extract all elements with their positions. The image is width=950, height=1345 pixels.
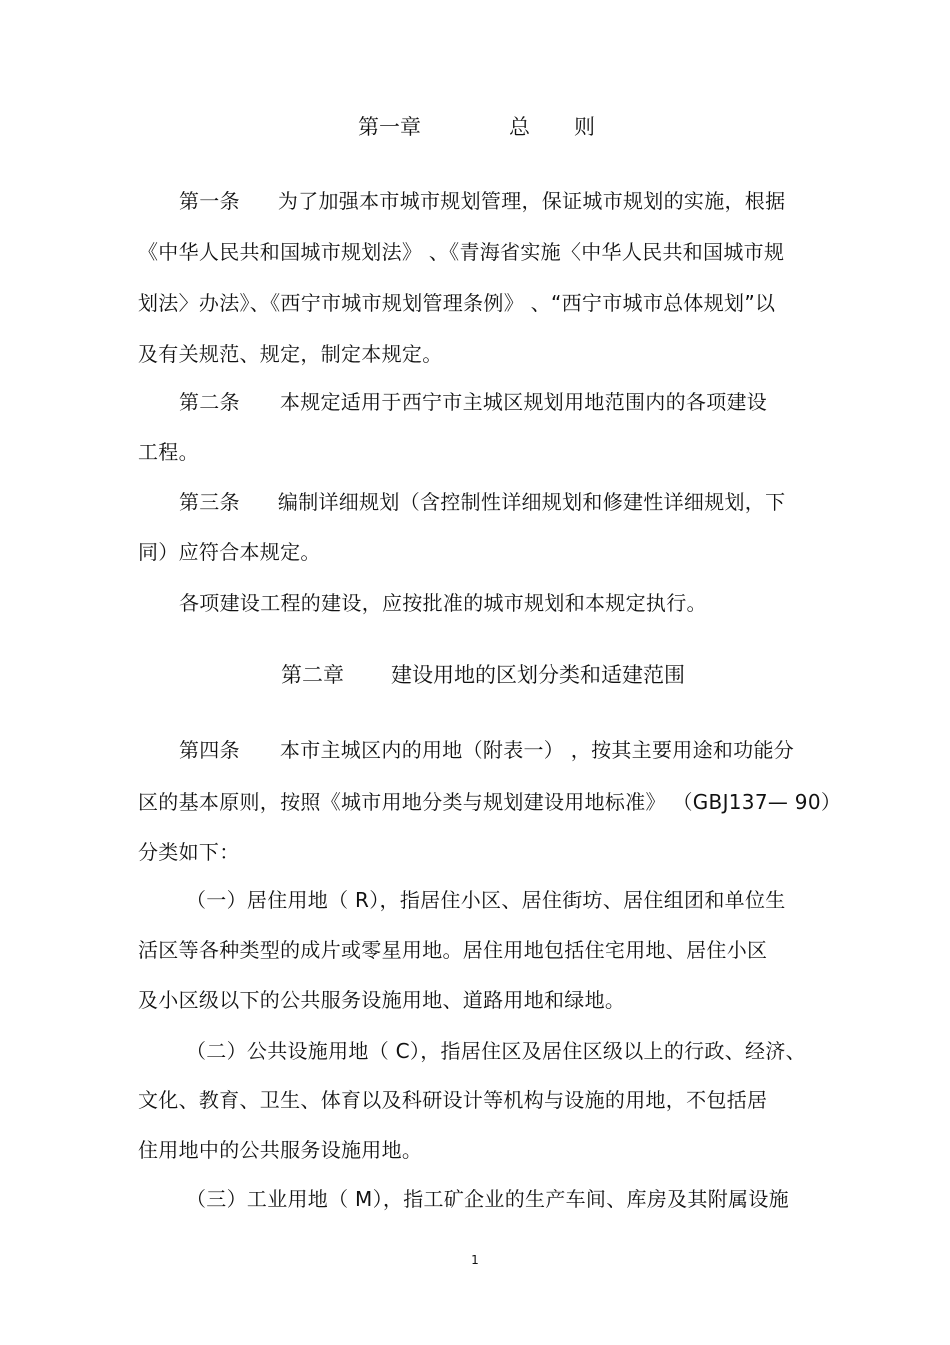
article-1-line-2: 《中华人民共和国城市规划法》 、《青海省实施〈中华人民共和国城市规 [138,240,785,264]
article-3-first-line [179,489,785,515]
article-3-line-1: 编制详细规划（含控制性详细规划和修建性详细规划，下 [277,490,786,514]
item-1-line-1: （一）居住用地（ R），指居住小区、居住街坊、居住组团和单位生 [186,888,786,912]
article-2-label: 第二条 [179,390,240,414]
chapter-2-heading [281,661,685,689]
item-2-line-1: （二）公共设施用地（ C），指居住区及居住区级以上的行政、经济、 [186,1039,806,1063]
article-1-line-4: 及有关规范、规定，制定本规定。 [138,342,443,366]
page-number: 1 [471,1253,479,1267]
item-1-line-3: 及小区级以下的公共服务设施用地、道路用地和绿地。 [138,988,626,1012]
item-3-line-1: （三）工业用地（ M），指工矿企业的生产车间、库房及其附属设施 [186,1187,789,1211]
article-4-first-line [179,737,794,763]
article-3-line-2: 同）应符合本规定。 [138,540,321,564]
article-3-line-3: 各项建设工程的建设，应按批准的城市规划和本规定执行。 [179,591,707,615]
article-1-line-1: 为了加强本市城市规划管理，保证城市规划的实施，根据 [277,189,786,213]
chapter-1-title-part2: 则 [574,115,595,139]
article-4-line-1: 本市主城区内的用地（附表一） ，按其主要用途和功能分 [279,738,795,762]
article-2-first-line [179,389,767,415]
article-1-first-line [179,188,785,214]
article-4-label: 第四条 [179,738,240,762]
article-1-line-3: 划法〉办法》、《西宁市城市规划管理条例》 、“西宁市城市总体规划”以 [138,291,776,315]
chapter-1-heading [358,113,595,141]
chapter-2-title: 建设用地的区划分类和适建范围 [391,663,685,687]
item-2-line-2: 文化、教育、卫生、体育以及科研设计等机构与设施的用地，不包括居 [138,1088,768,1112]
item-2-line-3: 住用地中的公共服务设施用地。 [138,1138,423,1162]
article-4-line-3: 分类如下： [138,840,240,864]
chapter-1-title-part1: 总 [509,115,530,139]
article-2-line-1: 本规定适用于西宁市主城区规划用地范围内的各项建设 [279,390,768,414]
article-1-label: 第一条 [179,189,240,213]
item-1-line-2: 活区等各种类型的成片或零星用地。居住用地包括住宅用地、居住小区 [138,938,768,962]
chapter-2-number: 第二章 [281,663,344,687]
article-4-line-2: 区的基本原则，按照《城市用地分类与规划建设用地标准》 （GBJ137— 90） [138,790,842,814]
chapter-1-number: 第一章 [358,115,421,139]
article-3-label: 第三条 [179,490,240,514]
article-2-line-2: 工程。 [138,440,199,464]
